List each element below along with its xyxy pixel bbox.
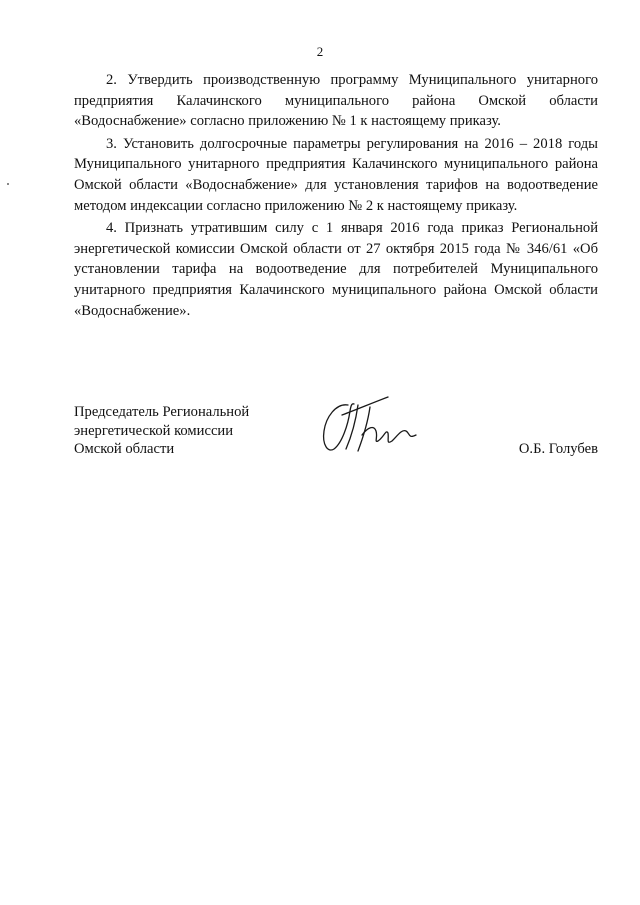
signer-title-line: Председатель Региональной	[74, 404, 250, 420]
paragraph-item-3: 3. Установить долгосрочные параметры регулирования на 2016 – 2018 годы Муниципального унитарного предприятия Калачинского муниципального района Омской области «Водоснабжение» для установления тарифов на водоотведение методом индексации согласно приложению № 2 к настоящему приказу.	[74, 135, 598, 214]
paragraph-item-2: 2. Утвердить производственную программу Муниципального унитарного предприятия Калачинского муниципального района Омской области «Водоснабжение» согласно приложению № 1 к настоящему приказу.	[74, 72, 598, 130]
signer-title-line: энергетической комиссии	[74, 422, 234, 439]
page-number: 2	[316, 44, 324, 59]
document-body	[74, 70, 598, 323]
paragraph-item-4: 4. Признать утратившим силу с 1 января 2016 года приказ Региональной энергетической комиссии Омской области от 27 октября 2015 года № 346/61 «Об установлении тарифа на водоотведение для потребителей Муниципального унитарного предприятия Калачинского муниципального района Омской области «Водоснабжение».	[74, 220, 598, 319]
signature-block	[74, 403, 598, 473]
signer-title	[74, 403, 249, 459]
signer-name: О.Б. Голубев	[518, 441, 598, 457]
handwritten-signature	[318, 395, 424, 461]
signer-title-line: Омской области	[74, 441, 175, 457]
margin-mark	[7, 183, 9, 185]
